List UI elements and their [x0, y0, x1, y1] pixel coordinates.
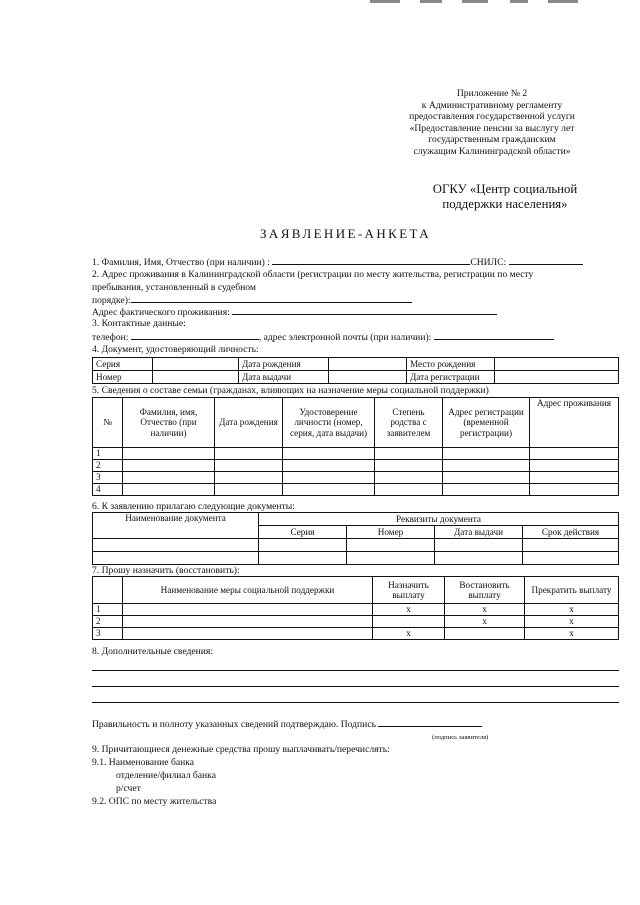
request-label: 7. Прошу назначить (восстановить):	[92, 565, 240, 576]
doc-cell[interactable]	[523, 552, 619, 565]
appendix-line: Приложение № 2	[456, 88, 528, 99]
table-row	[93, 448, 619, 460]
family-col-residence: Адрес проживания	[530, 398, 619, 448]
family-cell[interactable]	[283, 448, 375, 460]
actual-address-label: Адрес фактического проживания:	[92, 307, 230, 318]
organization-name	[415, 182, 595, 212]
issue-date-cell[interactable]	[329, 371, 407, 384]
table-row	[93, 616, 619, 628]
measure-name-cell[interactable]	[123, 628, 373, 640]
registration-date-cell[interactable]	[495, 371, 619, 384]
family-cell[interactable]	[283, 460, 375, 472]
birth-place-label: Место рождения	[407, 358, 495, 371]
birth-place-cell[interactable]	[495, 358, 619, 371]
family-col-name: Фамилия, имя, Отчество (при наличии)	[123, 398, 215, 448]
additional-info-line[interactable]	[92, 686, 619, 687]
id-document-table	[92, 357, 619, 384]
doc-cell[interactable]	[347, 539, 435, 552]
contact-data-label: 3. Контактные данные:	[92, 318, 186, 329]
family-col-birth-date: Дата рождения	[215, 398, 283, 448]
series-cell[interactable]	[153, 358, 239, 371]
registration-address-field[interactable]	[131, 294, 412, 303]
assign-mark[interactable]: x	[373, 604, 445, 616]
additional-info-line[interactable]	[92, 702, 619, 703]
email-field[interactable]	[434, 331, 554, 340]
row-number: 2	[93, 460, 123, 472]
family-cell[interactable]	[375, 484, 443, 496]
id-document-label: 4. Документ, удостоверяющий личность:	[92, 344, 259, 355]
email-label: , адрес электронной почты (при наличии):	[258, 332, 432, 343]
doc-col-validity: Срок действия	[523, 526, 619, 539]
appendix-line: государственным гражданским	[428, 134, 556, 146]
address-line-3	[92, 294, 412, 306]
table-row	[93, 628, 619, 640]
doc-cell[interactable]	[259, 539, 347, 552]
row-number: 3	[93, 472, 123, 484]
confirmation-text: Правильность и полноту указанных сведений подтверждаю. Подпись	[92, 719, 376, 730]
doc-cell[interactable]	[259, 552, 347, 565]
actual-address-row	[92, 306, 497, 318]
family-cell[interactable]	[443, 472, 530, 484]
confirmation-row	[92, 718, 482, 730]
actual-address-field[interactable]	[232, 306, 497, 315]
contact-row	[92, 331, 554, 343]
appendix-header	[392, 88, 592, 158]
doc-name-header: Наименование документа	[93, 513, 259, 539]
assign-mark[interactable]	[373, 616, 445, 628]
organization-line: ОГКУ «Центр социальной	[432, 182, 578, 196]
number-label: Номер	[93, 371, 153, 384]
family-cell[interactable]	[215, 472, 283, 484]
restore-mark[interactable]: x	[445, 616, 525, 628]
doc-cell[interactable]	[435, 539, 523, 552]
phone-label: телефон:	[92, 332, 129, 343]
family-cell[interactable]	[443, 484, 530, 496]
row-number: 2	[93, 616, 123, 628]
address-line-1: 2. Адрес проживания в Калининградской области (регистрации по месту жительства, регистрации по месту	[92, 269, 534, 280]
family-cell[interactable]	[530, 484, 619, 496]
family-cell[interactable]	[443, 448, 530, 460]
doc-col-number: Номер	[347, 526, 435, 539]
appendix-line: к Административному регламенту	[421, 99, 563, 111]
stop-mark[interactable]: x	[525, 628, 619, 640]
bank-branch-label: отделение/филиал банка	[116, 770, 216, 781]
appendix-line: предоставления государственной услуги	[409, 111, 575, 123]
series-label: Серия	[93, 358, 153, 371]
bank-account-label: р/счет	[116, 783, 141, 794]
family-col-number: №	[93, 398, 123, 448]
row-number: 4	[93, 484, 123, 496]
attached-documents-label: 6. К заявлению прилагаю следующие документы:	[92, 501, 295, 512]
payment-method-label: 9. Причитающиеся денежные средства прошу выплачивать/перечислять:	[92, 744, 390, 755]
family-cell[interactable]	[530, 448, 619, 460]
family-col-relation: Степень родства с заявителем	[375, 398, 443, 448]
measure-col-assign: Назначить выплату	[373, 577, 445, 604]
additional-info-label: 8. Дополнительные сведения:	[92, 646, 213, 657]
bank-name-label: 9.1. Наименование банка	[92, 757, 195, 768]
requisites-header: Реквизиты документа	[259, 513, 619, 526]
doc-col-issue-date: Дата выдачи	[435, 526, 523, 539]
table-row	[93, 484, 619, 496]
stop-mark[interactable]: x	[525, 604, 619, 616]
family-cell[interactable]	[283, 472, 375, 484]
measure-col-stop: Прекратить выплату	[525, 577, 619, 604]
appendix-line: «Предоставление пенсии за выслугу лет	[409, 122, 575, 134]
full-name-label: 1. Фамилия, Имя, Отчество (при наличии) :	[92, 257, 270, 268]
appendix-line: служащим Калининградской области»	[413, 145, 571, 157]
restore-mark[interactable]: x	[445, 604, 525, 616]
number-cell[interactable]	[153, 371, 239, 384]
row-number: 3	[93, 628, 123, 640]
address-line-2: пребывания, установленный в судебном	[92, 282, 256, 293]
table-row	[93, 604, 619, 616]
full-name-field[interactable]	[272, 256, 470, 265]
family-cell[interactable]	[215, 448, 283, 460]
attached-documents-table	[92, 512, 619, 565]
row-number: 1	[93, 448, 123, 460]
birth-date-cell[interactable]	[329, 358, 407, 371]
family-cell[interactable]	[123, 472, 215, 484]
measure-name-cell[interactable]	[123, 616, 373, 628]
family-cell[interactable]	[123, 484, 215, 496]
signature-caption: (подпись заявителя)	[432, 734, 489, 741]
organization-line: поддержки населения»	[442, 197, 568, 211]
post-office-label: 9.2. ОПС по месту жительства	[92, 796, 217, 807]
support-measures-table	[92, 576, 619, 640]
court-order-label: порядке):	[92, 295, 131, 306]
family-cell[interactable]	[215, 460, 283, 472]
registration-date-label: Дата регистрации	[407, 371, 495, 384]
assign-mark[interactable]: x	[373, 628, 445, 640]
table-row	[93, 539, 619, 552]
snils-label: СНИЛС:	[470, 257, 507, 268]
phone-field[interactable]	[131, 331, 259, 340]
measure-col-name: Наименование меры социальной поддержки	[123, 577, 373, 604]
family-cell[interactable]	[123, 448, 215, 460]
family-col-id-document: Удостоверение личности (номер, серия, дата выдачи)	[283, 398, 375, 448]
stop-mark[interactable]: x	[525, 616, 619, 628]
doc-col-series: Серия	[259, 526, 347, 539]
restore-mark[interactable]	[445, 628, 525, 640]
form-title: ЗАЯВЛЕНИЕ-АНКЕТА	[260, 226, 432, 241]
row-number: 1	[93, 604, 123, 616]
birth-date-label: Дата рождения	[239, 358, 329, 371]
family-cell[interactable]	[375, 448, 443, 460]
table-row	[93, 472, 619, 484]
doc-cell[interactable]	[435, 552, 523, 565]
measure-name-cell[interactable]	[123, 604, 373, 616]
family-composition-label: 5. Сведения о составе семьи (гражданах, влияющих на назначение меры социальной поддержки)	[92, 385, 489, 396]
family-table	[92, 397, 619, 496]
doc-cell[interactable]	[93, 539, 259, 552]
family-cell[interactable]	[530, 472, 619, 484]
table-row	[93, 460, 619, 472]
family-col-registration: Адрес регистрации (временной регистрации)	[443, 398, 530, 448]
scan-edge-marks	[370, 0, 600, 4]
snils-field[interactable]	[509, 256, 583, 265]
signature-field[interactable]	[378, 718, 482, 727]
family-cell[interactable]	[375, 472, 443, 484]
section-1-row	[92, 256, 583, 268]
issue-date-label: Дата выдачи	[239, 371, 329, 384]
family-cell[interactable]	[375, 460, 443, 472]
additional-info-line[interactable]	[92, 670, 619, 671]
measure-col-number	[93, 577, 123, 604]
doc-cell[interactable]	[347, 552, 435, 565]
family-cell[interactable]	[283, 484, 375, 496]
doc-cell[interactable]	[523, 539, 619, 552]
family-cell[interactable]	[215, 484, 283, 496]
family-cell[interactable]	[443, 460, 530, 472]
family-cell[interactable]	[530, 460, 619, 472]
table-row	[93, 552, 619, 565]
family-cell[interactable]	[123, 460, 215, 472]
measure-col-restore: Востановить выплату	[445, 577, 525, 604]
doc-cell[interactable]	[93, 552, 259, 565]
